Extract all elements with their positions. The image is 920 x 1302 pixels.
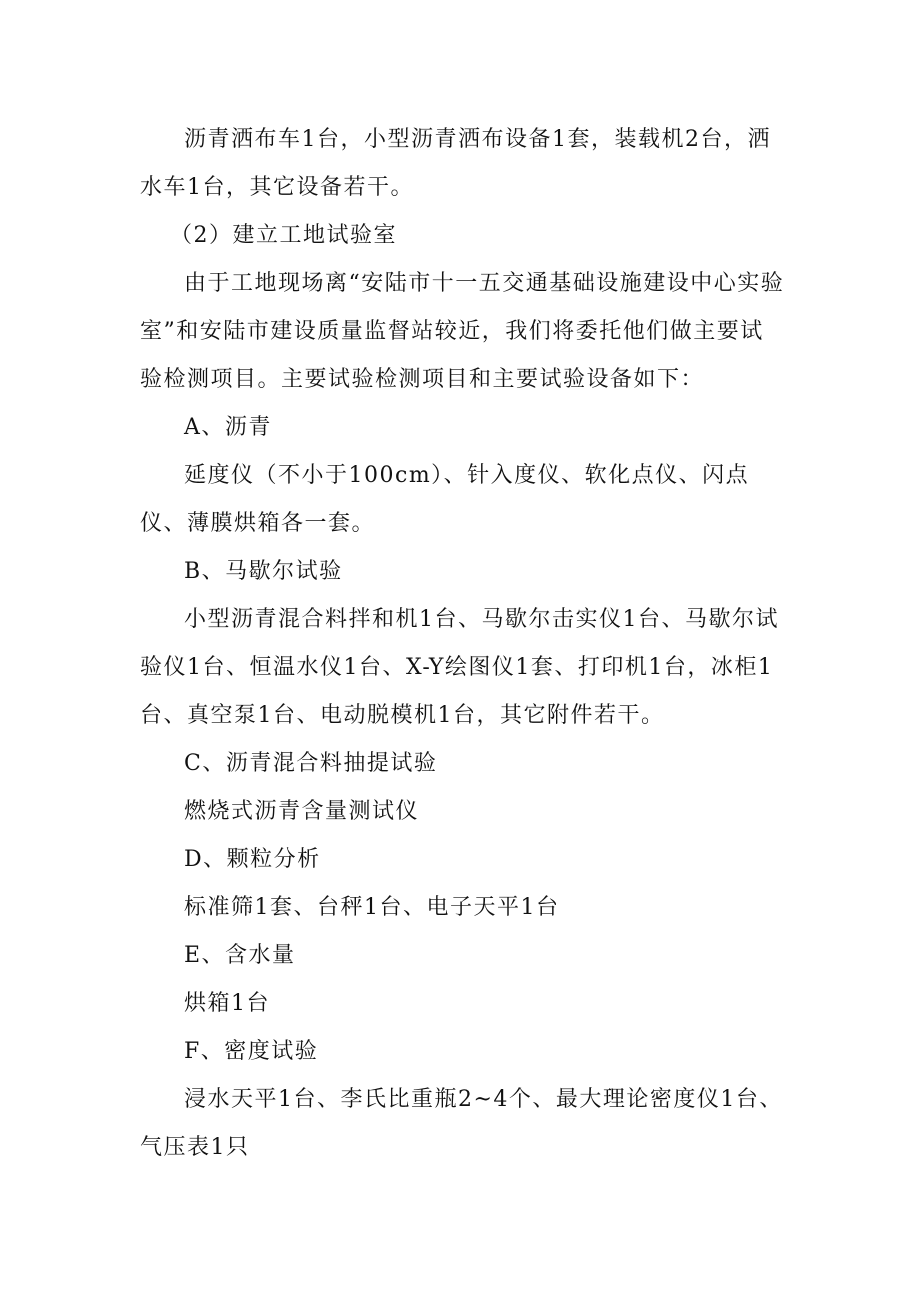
paragraph-density-equipment: 浸水天平1台、李氏比重瓶2~4个、最大理论密度仪1台、气压表1只: [140, 1087, 783, 1160]
paragraph-moisture-equipment: 烘箱1台: [184, 991, 270, 1016]
subheading-particle-analysis: D、颗粒分析: [184, 847, 321, 872]
subheading-marshall-test: B、马歇尔试验: [184, 559, 343, 584]
paragraph-equipment-list: 沥青洒布车1台，小型沥青洒布设备1套，装载机2台，洒水车1台，其它设备若干。: [140, 127, 771, 200]
subheading-extraction-test: C、沥青混合料抽提试验: [184, 751, 438, 776]
paragraph-asphalt-equipment: 延度仪（不小于100cm）、针入度仪、软化点仪、闪点仪、薄膜烘箱各一套。: [140, 463, 750, 536]
subheading-density-test: F、密度试验: [184, 1039, 319, 1064]
paragraph-lab-intro: 由于工地现场离“安陆市十一五交通基础设施建设中心实验室”和安陆市建设质量监督站较近，我们将委托他们做主要试验检测项目。主要试验检测项目和主要试验设备如下：: [140, 271, 785, 392]
section-heading-lab: （2）建立工地试验室: [170, 223, 397, 248]
subheading-moisture-content: E、含水量: [184, 943, 296, 968]
paragraph-extraction-equipment: 燃烧式沥青含量测试仪: [184, 799, 420, 824]
subheading-asphalt: A、沥青: [184, 415, 272, 440]
document-body: [140, 116, 785, 1172]
paragraph-particle-equipment: 标准筛1套、台秤1台、电子天平1台: [184, 895, 560, 920]
paragraph-marshall-equipment: 小型沥青混合料拌和机1台、马歇尔击实仪1台、马歇尔试验仪1台、恒温水仪1台、X-Y绘图仪1套、打印机1台，冰柜1台、真空泵1台、电动脱模机1台，其它附件若干。: [140, 607, 779, 728]
